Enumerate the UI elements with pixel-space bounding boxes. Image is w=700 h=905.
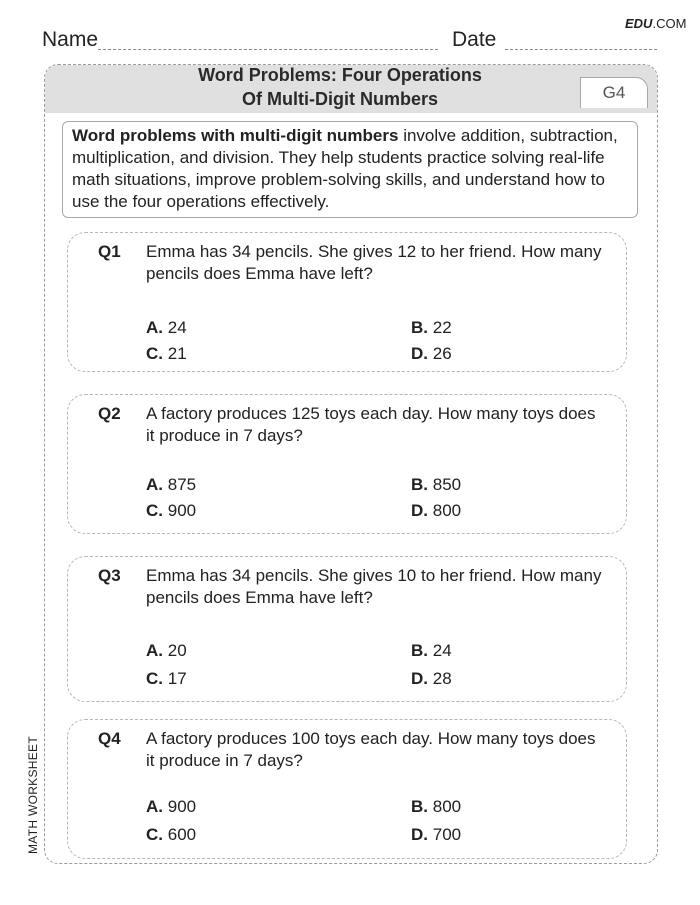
question-text: Emma has 34 pencils. She gives 12 to her friend. How many pencils does Emma have left?	[146, 242, 602, 283]
question-card-q2	[67, 394, 627, 534]
worksheet-title-line2: Of Multi-Digit Numbers	[242, 89, 438, 109]
date-field-line[interactable]	[505, 49, 657, 50]
option-a[interactable]: A. 20	[146, 641, 187, 660]
intro-box	[62, 121, 638, 218]
grade-tab: G4	[580, 77, 648, 108]
option-b[interactable]: B. 24	[411, 641, 452, 660]
question-card-q4	[67, 719, 627, 859]
question-number: Q4	[98, 729, 121, 748]
option-d[interactable]: D. 28	[411, 669, 452, 688]
intro-text: involve addition, subtraction, multiplication, and division. They help students practice solving real-life math situations, improve problem-solving skills, and understand how to use the four operations effectively.	[72, 126, 618, 211]
option-c[interactable]: C. 900	[146, 501, 197, 520]
question-number: Q2	[98, 404, 121, 423]
question-number: Q3	[98, 566, 121, 585]
name-field-line[interactable]	[98, 49, 438, 50]
question-text: Emma has 34 pencils. She gives 10 to her friend. How many pencils does Emma have left?	[146, 566, 602, 607]
option-c[interactable]: C. 17	[146, 669, 187, 688]
option-c[interactable]: C. 600	[146, 825, 197, 844]
option-b[interactable]: B. 800	[411, 797, 462, 816]
logo-suffix: .COM	[652, 16, 687, 31]
question-text: A factory produces 125 toys each day. How many toys does it produce in 7 days?	[146, 404, 596, 445]
option-a[interactable]: A. 24	[146, 318, 187, 337]
option-d[interactable]: D. 26	[411, 344, 452, 363]
option-b[interactable]: B. 22	[411, 318, 452, 337]
site-logo	[625, 16, 686, 31]
option-a[interactable]: A. 900	[146, 797, 197, 816]
option-d[interactable]: D. 800	[411, 501, 462, 520]
logo-main: EDU	[625, 16, 653, 31]
question-text: A factory produces 100 toys each day. How many toys does it produce in 7 days?	[146, 729, 596, 770]
question-number: Q1	[98, 242, 121, 261]
worksheet-title-line1: Word Problems: Four Operations	[198, 65, 482, 85]
option-d[interactable]: D. 700	[411, 825, 462, 844]
option-c[interactable]: C. 21	[146, 344, 187, 363]
option-a[interactable]: A. 875	[146, 475, 197, 494]
side-label: MATH WORKSHEET	[26, 736, 40, 854]
option-b[interactable]: B. 850	[411, 475, 462, 494]
name-label: Name	[42, 28, 99, 51]
intro-bold-text: Word problems with multi-digit numbers	[72, 126, 399, 145]
date-label: Date	[452, 28, 497, 51]
question-card-q1	[67, 232, 627, 372]
question-card-q3	[67, 556, 627, 702]
title-band	[45, 65, 657, 113]
